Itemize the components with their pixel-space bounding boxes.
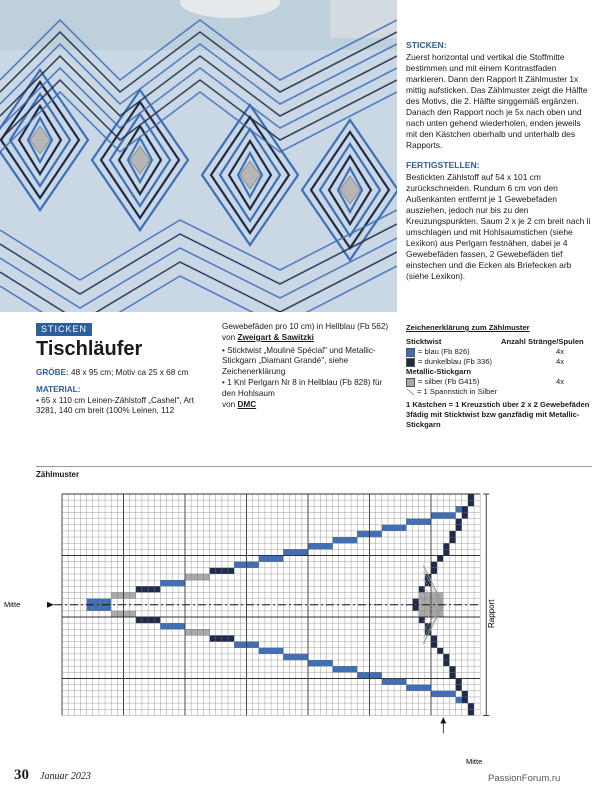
stitch-cell-edge	[449, 666, 455, 672]
stitch-cell-lower	[240, 642, 246, 648]
stitch-cell-lower	[105, 605, 111, 611]
stitch-cell-upper	[351, 537, 357, 543]
stitch-cell-upper	[443, 512, 449, 518]
stitch-cell-lower	[173, 623, 179, 629]
stitch-cell-upper	[320, 543, 326, 549]
site-watermark: PassionForum.ru	[488, 773, 561, 784]
stitch-cell-lower	[93, 605, 99, 611]
stitch-cell-upper	[388, 525, 394, 531]
stitch-cell-lower	[290, 654, 296, 660]
stitch-cell-lower	[388, 679, 394, 685]
stitch-cell-upper	[234, 562, 240, 568]
stitch-cell-edge	[462, 506, 468, 512]
stitch-cell-upper	[302, 549, 308, 555]
stitch-cell-upper	[357, 531, 363, 537]
counting-chart	[0, 480, 601, 775]
stitch-cell-upper	[296, 549, 302, 555]
sticken-text: Zuerst horizontal und vertikal die Stoffmitte bestimmen und mit einem Kontrastfaden markieren. Dann den Rapport lt Zählmuster 1x mittig aufsticken. Das Zählmuster zeigt die Hälfte des Motivs, die 2. Hälfte singgemäß ergänzen. Danach den Rapport noch je 5x nach oben und nach unten gehend wiederholen, enden jeweils mit den Kästchen oberhalb und unterhalb des Rapports.	[406, 52, 588, 150]
stitch-cell-edge	[431, 568, 437, 574]
stitch-cell-edge	[419, 586, 425, 592]
stitch-cell-edge	[443, 654, 449, 660]
stitch-cell-lower	[271, 648, 277, 654]
stitch-cell-upper	[154, 586, 160, 592]
stitch-cell-lower	[296, 654, 302, 660]
stitch-cell-upper	[247, 562, 253, 568]
von-label-2: von	[222, 399, 238, 409]
stitch-cell-upper	[339, 537, 345, 543]
stitch-cell-lower	[179, 623, 185, 629]
stitch-cell-edge	[431, 635, 437, 641]
stitch-cell-center	[425, 592, 431, 598]
stitch-cell-edge	[462, 512, 468, 518]
stitch-cell-edge	[443, 660, 449, 666]
stitch-cell-edge	[456, 679, 462, 685]
legend-label-silber: = silber (Fb G415)	[418, 377, 480, 386]
stitch-cell-upper	[130, 592, 136, 598]
stitch-cell-upper	[99, 599, 105, 605]
category-tag: STICKEN	[36, 323, 92, 336]
stitch-cell-upper	[228, 568, 234, 574]
decor-star-box	[330, 0, 397, 38]
stitch-cell-lower	[376, 672, 382, 678]
stitch-cell-lower	[357, 672, 363, 678]
mitte-left-label: Mitte	[4, 600, 21, 609]
stitch-cell-upper	[191, 574, 197, 580]
stitch-cell-edge	[456, 685, 462, 691]
stitch-cell-lower	[382, 679, 388, 685]
stitch-cell-upper	[308, 543, 314, 549]
legend-title: Zeichenerklärung zum Zählmuster	[406, 323, 530, 332]
brand-dmc: DMC	[237, 399, 257, 409]
mitte-bottom-arrow-icon	[440, 717, 446, 723]
stitch-cell-lower	[142, 617, 148, 623]
stitch-cell-edge	[468, 494, 474, 500]
stitch-cell-lower	[216, 635, 222, 641]
legend-count-blau: 4x	[556, 347, 565, 356]
stitch-cell-upper	[314, 543, 320, 549]
stitch-cell-lower	[394, 679, 400, 685]
stitch-cell-lower	[308, 660, 314, 666]
stitch-cell-lower	[197, 629, 203, 635]
stitch-cell-upper	[117, 592, 123, 598]
stitch-cell-lower	[400, 679, 406, 685]
stitch-cell-lower	[136, 617, 142, 623]
brand-zweigart: Zweigart & Sawitzki	[237, 332, 314, 342]
stitch-cell-lower	[185, 629, 191, 635]
stitch-cell-upper	[345, 537, 351, 543]
rapport-label: Rapport	[487, 599, 496, 628]
legend-label-dunkelblau: = dunkelblau (Fb 336)	[418, 357, 493, 366]
stitch-cell-lower	[259, 648, 265, 654]
stitch-cell-edge	[456, 525, 462, 531]
stitch-cell-lower	[351, 666, 357, 672]
size-value: 48 x 95 cm; Motiv ca 25 x 68 cm	[71, 368, 189, 377]
stitch-cell-edge	[456, 519, 462, 525]
stitch-cell-upper	[363, 531, 369, 537]
sticken-heading: STICKEN:	[406, 40, 447, 50]
stitch-cell-edge	[449, 537, 455, 543]
stitch-cell-lower	[326, 660, 332, 666]
stitch-cell-upper	[333, 537, 339, 543]
stitch-cell-lower	[320, 660, 326, 666]
stitch-cell-upper	[93, 599, 99, 605]
stitch-cell-lower	[111, 611, 117, 617]
stitch-cell-upper	[179, 580, 185, 586]
stitch-cell-lower	[277, 648, 283, 654]
stitch-cell-edge	[462, 691, 468, 697]
stitch-cell-lower	[370, 672, 376, 678]
stitch-cell-lower	[148, 617, 154, 623]
legend-row-dunkelblau	[406, 357, 596, 367]
stitch-cell-lower	[339, 666, 345, 672]
stitch-cell-lower	[283, 654, 289, 660]
page-title: Tischläufer	[36, 338, 143, 360]
stitch-cell-lower	[302, 654, 308, 660]
stitch-cell-upper	[142, 586, 148, 592]
counting-chart-grid	[0, 480, 601, 770]
stitch-cell-upper	[370, 531, 376, 537]
stitch-cell-upper	[271, 556, 277, 562]
stitch-cell-upper	[160, 580, 166, 586]
stitch-cell-lower	[247, 642, 253, 648]
stitch-cell-edge	[449, 531, 455, 537]
page-number: 30	[14, 767, 29, 783]
material-fabric-continued: Gewebefäden pro 10 cm) in Hellblau (Fb 562)	[222, 322, 389, 331]
stitch-cell-lower	[154, 617, 160, 623]
stitch-cell-lower	[437, 691, 443, 697]
stitch-cell-lower	[413, 685, 419, 691]
chart-heading: Zählmuster	[36, 470, 80, 479]
stitch-cell-lower	[160, 623, 166, 629]
stitch-cell-upper	[87, 599, 93, 605]
stitch-cell-upper	[456, 506, 462, 512]
stitch-cell-lower	[314, 660, 320, 666]
stitch-cell-upper	[400, 525, 406, 531]
stitch-cell-upper	[413, 519, 419, 525]
stitch-cell-edge	[443, 543, 449, 549]
stitch-cell-lower	[203, 629, 209, 635]
stitch-cell-upper	[376, 531, 382, 537]
section-divider	[36, 466, 592, 467]
legend-metallic-heading: Metallic-Stickgarn	[406, 367, 471, 376]
stitch-cell-edge	[437, 556, 443, 562]
swatch-blau	[406, 348, 415, 357]
stitch-cell-upper	[203, 574, 209, 580]
swatch-silber	[406, 378, 415, 387]
symbol-legend	[406, 323, 596, 430]
stitch-cell-edge	[425, 580, 431, 586]
stitch-cell-edge	[468, 709, 474, 715]
stitch-cell-lower	[345, 666, 351, 672]
issue-date: Januar 2023	[40, 771, 91, 782]
stitch-cell-edge	[419, 617, 425, 623]
stitch-cell-lower	[253, 642, 259, 648]
stitch-cell-upper	[240, 562, 246, 568]
stitch-cell-lower	[419, 685, 425, 691]
stitch-cell-center	[419, 611, 425, 617]
stitch-cell-lower	[210, 635, 216, 641]
stitch-cell-upper	[124, 592, 130, 598]
runner-photo-illustration	[0, 0, 397, 312]
stitch-cell-edge	[413, 605, 419, 611]
spannstich-icon	[406, 388, 415, 396]
mitte-bottom-label: Mitte	[466, 757, 483, 766]
stitch-cell-lower	[443, 691, 449, 697]
stitch-cell-upper	[326, 543, 332, 549]
von-label: von	[222, 332, 238, 342]
stitch-cell-lower	[222, 635, 228, 641]
stitch-cell-edge	[413, 599, 419, 605]
legend-row-spannstich	[406, 387, 596, 397]
stitch-cell-upper	[253, 562, 259, 568]
stitch-cell-upper	[277, 556, 283, 562]
stitch-cell-lower	[449, 691, 455, 697]
stitch-cell-lower	[431, 691, 437, 697]
stitch-cell-lower	[234, 642, 240, 648]
stitch-cell-upper	[105, 599, 111, 605]
stitch-cell-upper	[185, 574, 191, 580]
legend-row-silber	[406, 377, 596, 387]
stitch-cell-center	[419, 592, 425, 598]
embroidery-photo	[0, 0, 397, 312]
stitch-cell-edge	[425, 623, 431, 629]
stitch-cell-upper	[419, 519, 425, 525]
material-item-fabric: • 65 x 110 cm Leinen-Zählstoff „Cashel", Art 3281, 140 cm breit (100% Leinen, 112	[36, 395, 194, 416]
stitch-cell-lower	[124, 611, 130, 617]
stitch-cell-lower	[425, 685, 431, 691]
stitch-cell-edge	[462, 697, 468, 703]
stitch-cell-lower	[456, 697, 462, 703]
material-item-perlgarn: • 1 Knl Perlgarn Nr 8 in Hellblau (Fb 828) für den Hohlsaum	[222, 377, 383, 398]
stitch-cell-edge	[437, 648, 443, 654]
legend-col-count: Anzahl Stränge/Spulen	[501, 337, 584, 346]
stitch-cell-upper	[216, 568, 222, 574]
stitch-cell-lower	[99, 605, 105, 611]
stitch-cell-lower	[406, 685, 412, 691]
stitch-cell-upper	[431, 512, 437, 518]
swatch-dunkelblau	[406, 358, 415, 367]
stitch-cell-lower	[333, 666, 339, 672]
stitch-cell-lower	[363, 672, 369, 678]
stitch-cell-upper	[111, 592, 117, 598]
size-material-column	[36, 368, 211, 417]
stitch-cell-edge	[431, 562, 437, 568]
stitch-cell-upper	[425, 519, 431, 525]
stitch-cell-upper	[167, 580, 173, 586]
fertigstellen-heading: FERTIGSTELLEN:	[406, 160, 480, 170]
stitch-cell-upper	[197, 574, 203, 580]
legend-col-sticktwist: Sticktwist	[406, 337, 442, 346]
stitch-cell-upper	[283, 549, 289, 555]
fertigstellen-text: Bestickten Zählstoff auf 54 x 101 cm zurückschneiden. Rundum 6 cm von den Außenkanten entfernt je 1 Gewebefaden ausziehen, jedoch nur bis zu den Kreuzungspunkten. Saum 2 x je 2 cm breit nach li umschlagen und mit Hohlsaumstichen (siehe Lexikon) aus Perlgarn festnähen, dabei je 4 Gewebefäden fassen, 2 Gewebefäden tief einstechen und die Ecken als Briefecken arb (siehe Lexikon).	[406, 172, 591, 281]
legend-count-silber: 4x	[556, 377, 565, 386]
stitch-cell-edge	[431, 642, 437, 648]
mitte-left-arrow-icon	[47, 602, 54, 608]
legend-row-blau	[406, 347, 596, 357]
stitch-cell-upper	[382, 525, 388, 531]
stitch-cell-edge	[468, 703, 474, 709]
stitch-cell-upper	[290, 549, 296, 555]
stitch-cell-upper	[210, 568, 216, 574]
stitch-cell-center	[425, 611, 431, 617]
stitch-cell-upper	[222, 568, 228, 574]
stitch-cell-upper	[406, 519, 412, 525]
stitch-cell-upper	[148, 586, 154, 592]
stitch-cell-upper	[437, 512, 443, 518]
stitch-cell-edge	[449, 672, 455, 678]
stitch-cell-lower	[191, 629, 197, 635]
stitch-cell-upper	[394, 525, 400, 531]
material-continued-column	[222, 322, 394, 410]
stitch-cell-lower	[167, 623, 173, 629]
size-label: GRÖBE:	[36, 368, 69, 377]
stitch-cell-edge	[443, 549, 449, 555]
material-item-sticktwist: • Sticktwist „Mouliné Spécial" und Metallic-Stickgarn „Diamant Grandé", siehe Zeichenerklärung	[222, 345, 376, 377]
stitch-cell-edge	[468, 500, 474, 506]
material-label: MATERIAL:	[36, 384, 81, 394]
stitch-cell-upper	[173, 580, 179, 586]
legend-header-row	[406, 337, 596, 347]
stitch-cell-upper	[259, 556, 265, 562]
legend-label-blau: = blau (Fb 826)	[418, 347, 470, 356]
stitch-cell-lower	[265, 648, 271, 654]
stitch-cell-lower	[228, 635, 234, 641]
legend-note: 1 Kästchen = 1 Kreuzstich über 2 x 2 Gewebefäden 3fädig mit Sticktwist bzw ganzfädig mit Metallic-Stickgarn	[406, 400, 590, 429]
instructions-column	[406, 40, 592, 291]
legend-count-dunkelblau: 4x	[556, 357, 565, 366]
stitch-cell-lower	[87, 605, 93, 611]
stitch-cell-upper	[265, 556, 271, 562]
stitch-cell-lower	[130, 611, 136, 617]
stitch-cell-upper	[136, 586, 142, 592]
legend-label-spannstich: = 1 Spannstich in Silber	[417, 387, 497, 396]
stitch-cell-upper	[449, 512, 455, 518]
stitch-cell-lower	[117, 611, 123, 617]
